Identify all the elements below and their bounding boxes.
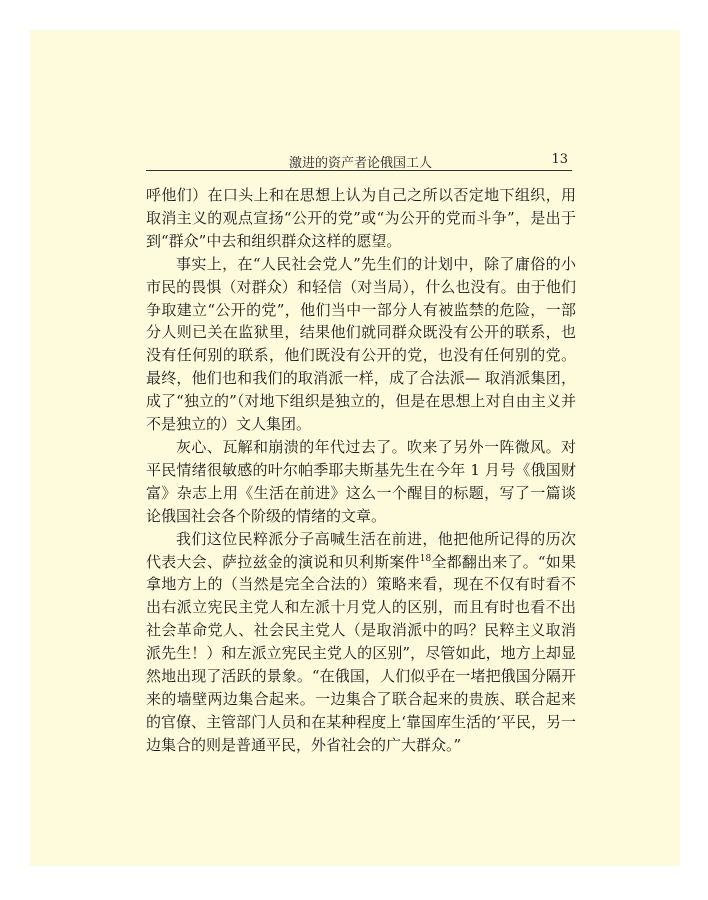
running-title: 激进的资产者论俄国工人	[289, 156, 433, 171]
footnote-reference: 18	[419, 553, 432, 564]
body-text	[146, 184, 576, 757]
paragraph-4	[146, 528, 576, 757]
paragraph-2: 事实上，在“人民社会党人”先生们的计划中，除了庸俗的小市民的畏惧（对群众）和轻信（对当局），什么也没有。由于他们争取建立“公开的党”，他们当中一部分人有被监禁的危险，一部分人则已关在监狱里，结果他们就同群众既没有公开的联系，也没有任何别的联系，他们既没有公开的党，也没有任何别的党。最终，他们也和我们的取消派一样，成了合法派— 取消派集团，成了“独立的”（对地下组织是独立的，但是在思想上对自由主义并不是独立的）文人集团。	[146, 254, 576, 434]
paragraph-4-text-after: 全都翻出来了。“如果拿地方上的（当然是完全合法的）策略来看，现在不仅有时看不出右派立宪民主党人和左派十月党人的区别，而且有时也看不出社会革命党人、社会民主党人（是取消派中的吗？民粹主义取消派先生！）和左派立宪民主党人的区别”，尽管如此，地方上却显然地出现了活跃的景象。“在俄国，人们似乎在一堵把俄国分隔开来的墙壁两边集合起来。一边集合了联合起来的贵族、联合起来的官僚、主管部门人员和在某种程度上‘靠国库生活的’平民，另一边集合的则是普通平民，外省社会的广大群众。”	[146, 552, 576, 754]
page-number: 13	[551, 152, 568, 167]
running-header	[146, 150, 572, 171]
paragraph-4-text-before: 我们这位民粹派分子高喊生活在前进，他把他所记得的历次代表大会、萨拉兹金的演说和贝利斯案件	[146, 529, 576, 571]
paragraph-1: 呼他们）在口头上和在思想上认为自己之所以否定地下组织，用取消主义的观点宣扬“公开的党”或“为公开的党而斗争”，是出于到“群众”中去和组织群众这样的愿望。	[146, 186, 576, 250]
paragraph-3: 灰心、瓦解和崩溃的年代过去了。吹来了另外一阵微风。对平民情绪很敏感的叶尔帕季耶夫斯基先生在今年 1 月号《俄国财富》杂志上用《生活在前进》这么一个醒目的标题，写了一篇谈论俄国社会各个阶级的情绪的文章。	[146, 437, 576, 525]
